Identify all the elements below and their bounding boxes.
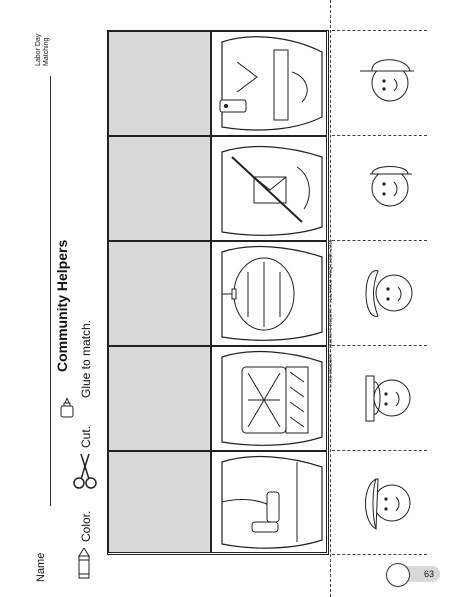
publisher-badge-icon — [386, 563, 410, 587]
baker-body-picture — [211, 241, 327, 346]
paste-box[interactable] — [108, 451, 211, 553]
copyright-text: ©The Mailbox® • Teacher's Helper® • TEC44003 • Aug./Sept. 2015 — [328, 239, 334, 388]
matching-grid — [107, 30, 329, 555]
paste-box[interactable] — [108, 136, 211, 241]
farmer-body-picture — [211, 346, 327, 451]
unit-label: Labor Day — [35, 33, 42, 66]
police-officer-head-piece[interactable] — [332, 30, 427, 135]
unit-sublabel: Matching — [43, 37, 50, 66]
instruction-glue: Glue to match. — [79, 319, 93, 398]
firefighter-head-piece[interactable] — [332, 450, 427, 555]
instruction-color: Color. — [79, 510, 93, 542]
mail-carrier-body-picture — [211, 136, 327, 241]
paste-box[interactable] — [108, 241, 211, 346]
paste-box[interactable] — [108, 31, 211, 136]
mail-carrier-head-piece[interactable] — [332, 135, 427, 240]
scissors-icon — [72, 452, 98, 490]
name-label: Name — [35, 552, 47, 582]
name-line — [50, 76, 51, 506]
page-number: 63 — [396, 566, 440, 582]
glue-bottle-icon — [60, 398, 74, 418]
farmer-head-piece[interactable] — [332, 345, 427, 450]
police-officer-body-picture — [211, 31, 327, 136]
firefighter-body-picture — [211, 451, 327, 553]
worksheet-title: Community Helpers — [54, 239, 70, 372]
instruction-cut: Cut. — [79, 425, 93, 448]
paste-box[interactable] — [108, 346, 211, 451]
crayon-icon — [76, 548, 92, 580]
baker-head-piece[interactable] — [332, 240, 427, 345]
